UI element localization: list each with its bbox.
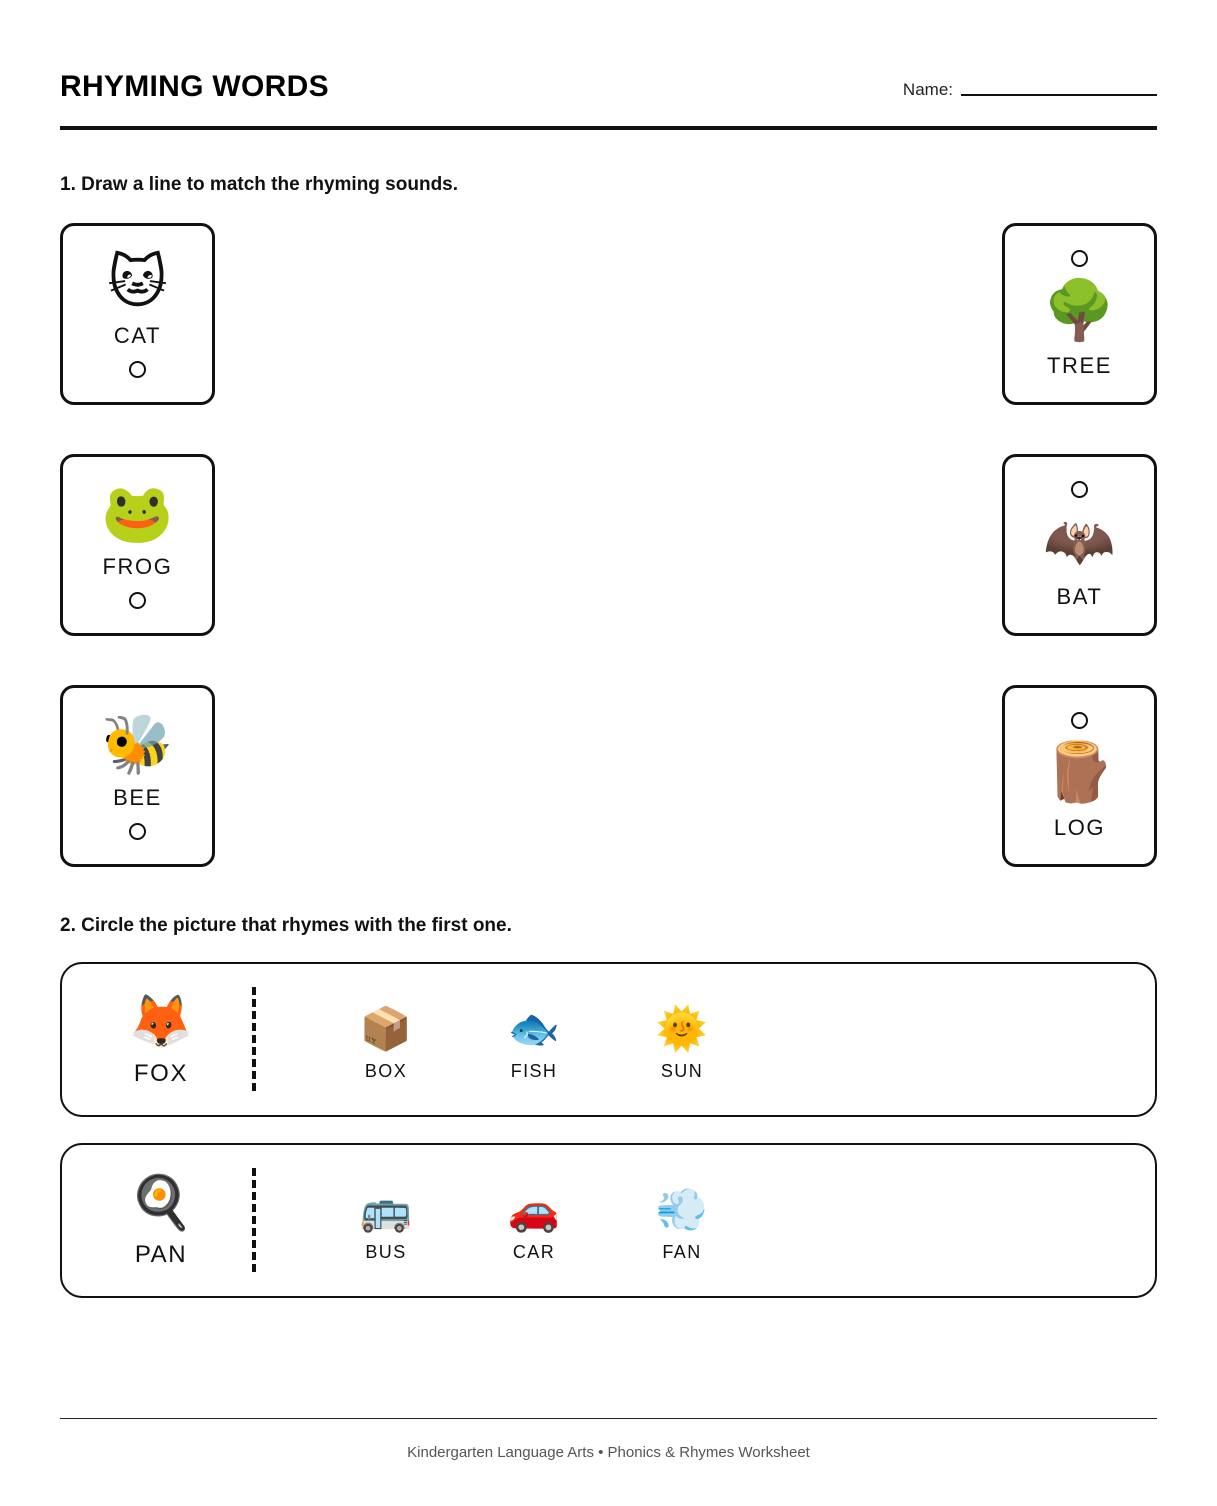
match-card-label: TREE <box>1046 353 1113 379</box>
fox-face-icon: 🦊 <box>128 993 194 1052</box>
match-row <box>60 223 1157 405</box>
circle-choices <box>256 1179 756 1261</box>
wind-fan-icon: 💨 <box>655 1186 709 1234</box>
circle-row-pan <box>60 1143 1157 1298</box>
match-card-label: FROG <box>102 554 173 580</box>
bus-icon: 🚌 <box>359 1186 413 1234</box>
bat-icon: 🦇 <box>1043 509 1116 575</box>
section-1-heading: 1. Draw a line to match the rhyming sounds. <box>60 174 459 195</box>
car-icon: 🚗 <box>507 1186 561 1234</box>
match-card-left-bee[interactable] <box>60 685 215 867</box>
circle-choice-label: BOX <box>364 1061 408 1082</box>
name-field-group <box>903 81 1157 104</box>
match-card-label: LOG <box>1053 815 1106 841</box>
frog-face-icon: 🐸 <box>101 481 174 547</box>
match-exercise <box>60 197 1157 867</box>
match-bubble-frog[interactable] <box>129 592 146 609</box>
match-bubble-bat[interactable] <box>1071 481 1088 498</box>
circle-row-fox <box>60 962 1157 1117</box>
circle-choice-fan[interactable] <box>608 1185 756 1261</box>
circle-choice-box[interactable] <box>312 1004 460 1080</box>
circle-choice-label: BUS <box>365 1242 407 1263</box>
circle-choice-fish[interactable] <box>460 1004 608 1080</box>
tree-icon: 🌳 <box>1043 278 1116 344</box>
worksheet-header <box>60 0 1157 104</box>
circle-prompt-fox <box>96 992 226 1086</box>
match-bubble-log[interactable] <box>1071 712 1088 729</box>
match-card-label: BAT <box>1056 584 1103 610</box>
match-bubble-cat[interactable] <box>129 361 146 378</box>
circle-choice-sun[interactable] <box>608 1004 756 1080</box>
circle-choice-car[interactable] <box>460 1185 608 1261</box>
match-bubble-tree[interactable] <box>1071 250 1088 267</box>
section-2-heading: 2. Circle the picture that rhymes with the first one. <box>60 914 512 936</box>
page-title: RHYMING WORDS <box>60 70 329 103</box>
log-icon: 🪵 <box>1043 740 1116 806</box>
match-card-right-bat[interactable] <box>1002 454 1157 636</box>
sun-face-icon: 🌞 <box>655 1005 709 1053</box>
match-card-right-log[interactable] <box>1002 685 1157 867</box>
match-bubble-bee[interactable] <box>129 823 146 840</box>
name-write-line[interactable] <box>961 94 1157 96</box>
frying-pan-icon: 🍳 <box>128 1174 194 1233</box>
worksheet-footer <box>60 1418 1157 1460</box>
circle-choice-label: CAR <box>512 1242 556 1263</box>
package-box-icon: 📦 <box>359 1005 413 1053</box>
circle-prompt-pan <box>96 1173 226 1267</box>
circle-prompt-label: PAN <box>134 1241 188 1269</box>
circle-choice-label: SUN <box>660 1061 704 1082</box>
footer-text: Kindergarten Language Arts • Phonics & Rhymes Worksheet <box>407 1444 810 1461</box>
match-row <box>60 454 1157 636</box>
match-card-left-frog[interactable] <box>60 454 215 636</box>
name-label: Name: <box>902 80 953 99</box>
bee-icon: 🐝 <box>101 712 174 778</box>
match-card-label: CAT <box>113 323 162 349</box>
circle-choice-label: FISH <box>510 1061 558 1082</box>
match-row <box>60 685 1157 867</box>
circle-choice-bus[interactable] <box>312 1185 460 1261</box>
cat-face-icon: 🐱 <box>107 250 168 316</box>
circle-choice-label: FAN <box>662 1242 702 1263</box>
fish-icon: 🐟 <box>507 1005 561 1053</box>
match-card-left-cat[interactable] <box>60 223 215 405</box>
match-card-right-tree[interactable] <box>1002 223 1157 405</box>
circle-exercise <box>60 938 1157 1298</box>
match-card-label: BEE <box>113 785 162 811</box>
circle-prompt-label: FOX <box>133 1060 189 1088</box>
circle-choices <box>256 998 756 1080</box>
